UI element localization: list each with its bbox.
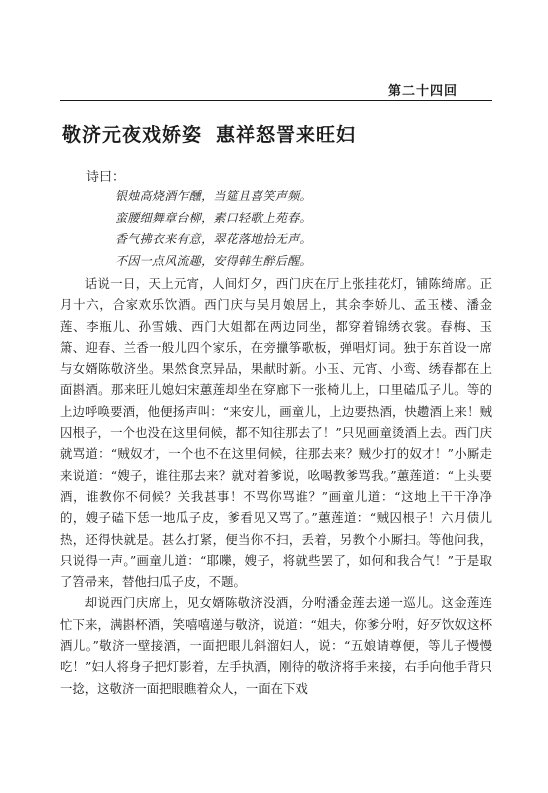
- poem-line: 银烛高烧酒乍醺，当筵且喜笑声频。: [115, 189, 312, 203]
- paragraph: 话说一日，天上元宵，人间灯夕，西门庆在厅上张挂花灯，铺陈绮席。正月十六，合家欢乐饮酒。西门庆与吴月娘居上，其余李娇儿、孟玉楼、潘金莲、李瓶儿、孙雪娥、西门大姐都在两边同坐，都穿着锦绣衣裳。春梅、玉箫、迎春、兰香一般儿四个家乐，在旁擸筝歌板，弹唱灯词。独于东首设一席与女婿陈敬济坐。果然食烹异品，果献时新。小玉、元宵、小鸾、绣春都在上面斟酒。那来旺儿媳妇宋蕙莲却坐在穿廊下一张椅儿上，口里磕瓜子儿。等的上边呼唤要酒，他便扬声叫：“来安儿，画童儿，上边要热酒，快趱酒上来！贼囚根子，一个也没在这里伺候，都不知往那去了！”只见画童烫酒上去。西门庆就骂道：“贼奴才，一个也不在这里伺候，往那去来？贼少打的奴才！”小厮走来说道：“嫂子，谁往那去来？就对着爹说，吆喝教爹骂我。”蕙莲道：“上头要酒，谁教你不伺候？关我甚事！不骂你骂谁？”画童儿道：“这地上干干净净的，嫂子磕下恁一地瓜子皮，爹看见又骂了。”蕙莲道：“贼囚根子！六月债儿热，还得快就是。甚么打紧，便当你不扫，丢着，另教个小厮扫。等他问我，只说得一声。”画童儿道：“耶嚛，嫂子，将就些罢了，如何和我合气！”于是取了笤帚来，替他扫瓜子皮，不题。: [60, 276, 492, 590]
- paragraph: 却说西门庆席上，见女婿陈敬济没酒，分咐潘金莲去递一巡儿。这金莲连忙下来，满斟杯酒，笑嘻嘻递与敬济，说道：“姐夫，你爹分咐，好歹饮奴这杯酒儿。”敬济一壁接酒，一面把眼儿斜溜妇人，说：“五娘请尊便，等儿子慢慢吃！”妇人将身子把灯影着，左手执酒，刚待的敬济将手来接，右手向他手背只一捻，这敬济一面把眼瞧着众人，一面在下戏: [60, 595, 492, 696]
- body-text: [60, 273, 492, 699]
- chapter-title-left: 敬济元夜戏娇姿: [62, 124, 203, 146]
- chapter-title-right: 惠祥怒詈来旺妇: [216, 124, 357, 146]
- poem-line: 蛮腰细舞章台柳，素口轻歌上苑春。: [115, 210, 312, 225]
- poem: [115, 186, 312, 272]
- poem-line: 不因一点风流趣，安得韩生醉后醒。: [115, 253, 312, 268]
- chapter-title: [62, 120, 356, 147]
- chapter-number-label: 第二十四回: [388, 84, 459, 99]
- header-rule: [60, 100, 492, 101]
- poem-line: 香气拂衣来有意，翠花落地拾无声。: [115, 232, 312, 246]
- poem-intro: 诗曰：: [86, 170, 126, 185]
